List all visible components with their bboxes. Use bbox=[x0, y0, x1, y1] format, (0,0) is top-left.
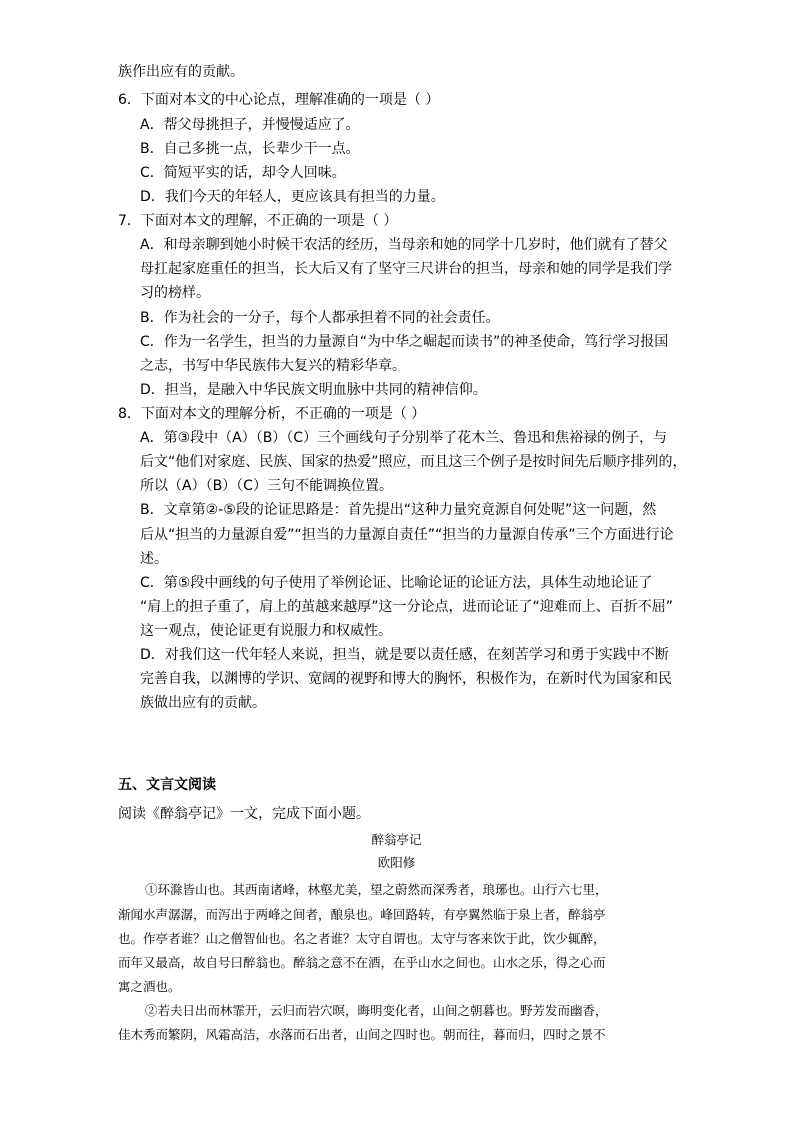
text-line: 母扛起家庭重任的担当，长大后又有了坚守三尺讲台的担当，母亲和她的同学是我们学 bbox=[140, 261, 672, 277]
question-8: 8．下面对本文的理解分析，不正确的一项是（ ） bbox=[118, 406, 426, 422]
text-line: 所以（A）（B）（C）三句不能调换位置。 bbox=[140, 478, 393, 494]
option-8c: C．第⑤段中画线的句子使用了举例论证、比喻论证的论证方法，具体生动地论证了 bbox=[140, 575, 653, 591]
passage-line: 而年又最高，故自号曰醉翁也。醉翁之意不在酒，在乎山水之间也。山水之乐，得之心而 bbox=[118, 955, 606, 970]
option-8b: B．文章第②-⑤段的论证思路是：首先提出“这种力量究竟源自何处呢”这一问题，然 bbox=[140, 502, 657, 518]
passage-line: ①环滁皆山也。其西南诸峰，林壑尤美，望之蔚然而深秀者，琅琊也。山行六七里， bbox=[145, 882, 608, 897]
text-line: 这一观点，使论证更有说服力和权威性。 bbox=[140, 623, 392, 639]
text-line: 族作出应有的贡献。 bbox=[118, 64, 244, 80]
text-line: 族做出应有的贡献。 bbox=[140, 695, 266, 711]
passage-author: 欧阳修 bbox=[377, 855, 416, 870]
passage-line: 寓之酒也。 bbox=[118, 979, 181, 994]
question-7: 7．下面对本文的理解，不正确的一项是（ ） bbox=[118, 213, 398, 229]
option-6c: C．简短平实的话，却令人回味。 bbox=[140, 165, 346, 181]
option-7a: A．和母亲聊到她小时候干农活的经历，当母亲和她的同学十几岁时，他们就有了替父 bbox=[140, 237, 668, 253]
text-line: 习的榜样。 bbox=[140, 285, 210, 301]
option-8d: D．对我们这一代年轻人来说，担当，就是要以责任感，在刻苦学习和勇于实践中不断 bbox=[140, 647, 669, 663]
option-6d: D．我们今天的年轻人，更应该具有担当的力量。 bbox=[140, 189, 445, 205]
option-8a: A．第③段中（A）（B）（C）三个画线句子分别举了花木兰、鲁迅和焦裕禄的例子，与 bbox=[140, 430, 668, 446]
passage-line: 渐闻水声潺潺，而泻出于两峰之间者，酿泉也。峰回路转，有亭翼然临于泉上者，醉翁亭 bbox=[118, 907, 606, 922]
option-7b: B．作为社会的一分子，每个人都承担着不同的社会责任。 bbox=[140, 310, 500, 326]
passage-line: 也。作亭者谁？山之僧智仙也。名之者谁？太守自谓也。太守与客来饮于此，饮少辄醉， bbox=[118, 931, 606, 946]
question-6: 6．下面对本文的中心论点，理解准确的一项是（ ） bbox=[118, 92, 440, 108]
passage-title: 醉翁亭记 bbox=[371, 832, 422, 847]
text-line: 之志，书写中华民族伟大复兴的精彩华章。 bbox=[140, 358, 406, 374]
option-6b: B．自己多挑一点，长辈少干一点。 bbox=[140, 141, 360, 157]
section-heading: 五、文言文阅读 bbox=[118, 777, 216, 793]
text-line: 后从“担当的力量源自爱”“担当的力量源自责任”“担当的力量源自传承”三个方面进行论 bbox=[140, 527, 674, 543]
text-line: 完善自我，以渊博的学识、宽阔的视野和博大的胸怀，积极作为，在新时代为国家和民 bbox=[140, 671, 672, 687]
text-line: 后文“他们对家庭、民族、国家的热爱”照应，而且这三个例子是按时间先后顺序排列的， bbox=[140, 454, 687, 470]
option-7c: C．作为一名学生，担当的力量源自“为中华之崛起而读书”的神圣使命，笃行学习报国 bbox=[140, 334, 669, 350]
option-7d: D．担当，是融入中华民族文明血脉中共同的精神信仰。 bbox=[140, 382, 487, 398]
option-6a: A．帮父母挑担子，并慢慢适应了。 bbox=[140, 117, 360, 133]
text-line: 述。 bbox=[140, 551, 168, 567]
passage-line: 佳木秀而繁阴，风霜高洁，水落而石出者，山间之四时也。朝而往，暮而归，四时之景不 bbox=[118, 1027, 606, 1042]
reading-instruction: 阅读《醉翁亭记》一文，完成下面小题。 bbox=[118, 806, 370, 822]
text-line: “肩上的担子重了，肩上的茧越来越厚”这一分论点，进而论证了“迎难而上、百折不屈” bbox=[140, 599, 674, 615]
passage-line: ②若夫日出而林霏开，云归而岩穴暝，晦明变化者，山间之朝暮也。野芳发而幽香， bbox=[145, 1003, 608, 1018]
